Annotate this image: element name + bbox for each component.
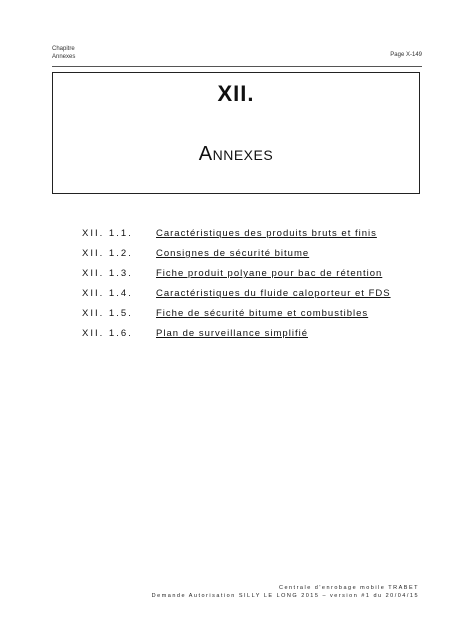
toc-item-number: XII. 1.3.: [82, 268, 133, 279]
toc-item-link[interactable]: Caractéristiques des produits bruts et finis: [156, 228, 377, 239]
table-of-contents: [82, 228, 418, 348]
toc-item[interactable]: [82, 308, 418, 320]
toc-item-number: XII. 1.1.: [82, 228, 133, 239]
header-page-number: Page X-149: [390, 52, 422, 58]
header-section-label: Annexes: [52, 54, 76, 60]
chapter-number: XII.: [217, 81, 255, 106]
toc-item-number: XII. 1.2.: [82, 248, 133, 259]
toc-item[interactable]: [82, 268, 418, 280]
toc-item-link[interactable]: Plan de surveillance simplifié: [156, 328, 308, 339]
chapter-title-box: [52, 72, 420, 194]
toc-item-link[interactable]: Caractéristiques du fluide caloporteur et FDS: [156, 288, 391, 299]
header-rule: [52, 66, 422, 67]
toc-item[interactable]: [82, 328, 418, 340]
toc-item-number: XII. 1.5.: [82, 308, 133, 319]
toc-item[interactable]: [82, 248, 418, 260]
page-footer: [152, 584, 419, 600]
toc-item[interactable]: [82, 228, 418, 240]
footer-line-1: Centrale d'enrobage mobile TRABET: [278, 585, 419, 591]
toc-item[interactable]: [82, 288, 418, 300]
footer-line-2: Demande Autorisation SILLY LE LONG 2015 – version #1 du 20/04/15: [151, 593, 419, 599]
toc-item-link[interactable]: Fiche produit polyane pour bac de rétention: [156, 268, 383, 279]
chapter-title: Annexes: [198, 143, 274, 165]
header-chapter-block: [52, 45, 75, 61]
toc-item-number: XII. 1.4.: [82, 288, 133, 299]
toc-item-link[interactable]: Consignes de sécurité bitume: [156, 248, 310, 259]
toc-item-link[interactable]: Fiche de sécurité bitume et combustibles: [156, 308, 369, 319]
header-chapter-label: Chapitre: [52, 46, 75, 52]
toc-item-number: XII. 1.6.: [82, 328, 133, 339]
